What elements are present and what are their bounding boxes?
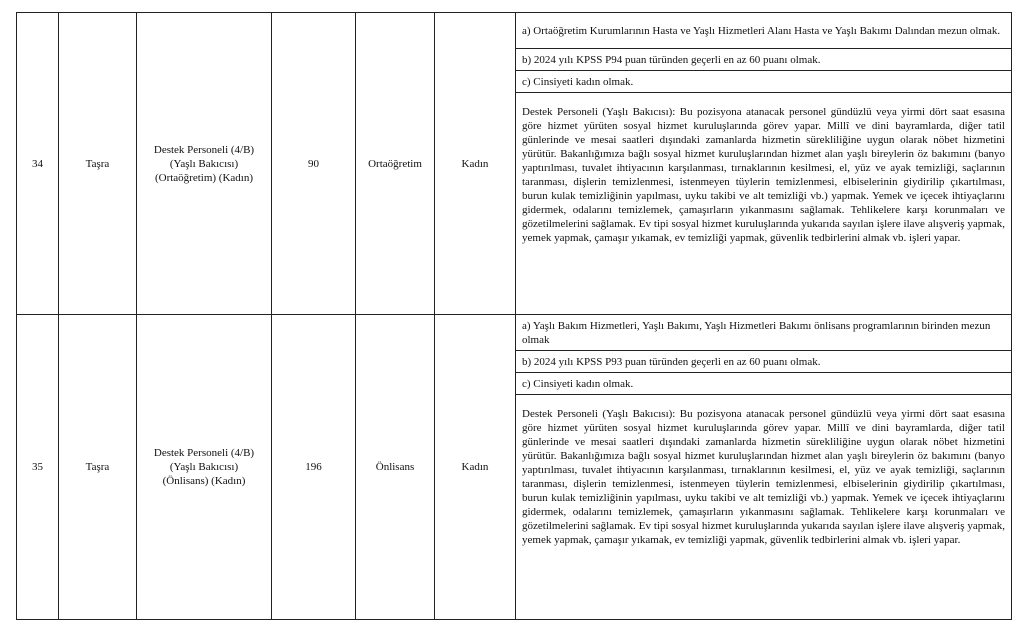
position-title-cell — [137, 13, 272, 315]
qualification-item: c) Cinsiyeti kadın olmak. — [516, 373, 1011, 395]
qualification-item: b) 2024 yılı KPSS P93 puan türünden geçerli en az 60 puanı olmak. — [516, 351, 1011, 373]
qualifications-cell — [516, 13, 1012, 315]
quota-cell: 90 — [272, 13, 356, 315]
position-table — [16, 12, 1012, 620]
quota-cell: 196 — [272, 315, 356, 620]
qualification-item: b) 2024 yılı KPSS P94 puan türünden geçerli en az 60 puanı olmak. — [516, 49, 1011, 71]
qualification-item: a) Ortaöğretim Kurumlarının Hasta ve Yaşlı Hizmetleri Alanı Hasta ve Yaşlı Bakımı Dalından mezun olmak. — [516, 13, 1011, 49]
position-title-line: (Önlisans) (Kadın) — [162, 475, 246, 487]
education-level-cell: Ortaöğretim — [356, 13, 435, 315]
location-cell: Taşra — [59, 315, 137, 620]
qualifications-cell — [516, 315, 1012, 620]
location-cell: Taşra — [59, 13, 137, 315]
gender-cell: Kadın — [435, 315, 516, 620]
job-description: Destek Personeli (Yaşlı Bakıcısı): Bu pozisyona atanacak personel gündüzlü veya yirmi dört saat esasına göre hizmet yürüten sosyal hizmet kuruluşlarında görev yapar. Millî ve dini bayramlarda, diğer tatil günlerinde ve mesai saatleri dışındaki zamanlarda hizmetin sürekliliğine uygun olarak nöbet hizmetini yürütür. Bakanlığımıza bağlı sosyal hizmet kuruluşlarından hizmet alan yaşlı bireylerin öz bakımını (banyo yaptırılması, tuvalet ihtiyacının karşılanması, tırnaklarının kesilmesi, el, yüz ve ayak temizliği, saçlarının taranması, dişlerin temizlenmesi, istenmeyen tüylerin temizlenmesi, elbiselerinin giydirilip çıkartılması, burun kulak temizliğinin yapılması, uyku takibi ve alt temizliği vb.) yapmak. Yemek ve içecek ihtiyaçlarını gidermek, odalarını temizlemek, çamaşırların yıkanmasını sağlamak. Tehlikelere karşı korunmaları ve gözetilmelerini sağlamak. Ev tipi sosyal hizmet kuruluşlarında yukarıda sayılan işlere ilave alışveriş yapmak, yemek yapmak, çamaşır yıkamak, ev temizliği yapmak, güvenlik tedbirlerini almak vb. işleri yapar. — [522, 106, 1005, 244]
table-row — [17, 315, 1012, 620]
table-row — [17, 13, 1012, 315]
qualification-item: c) Cinsiyeti kadın olmak. — [516, 71, 1011, 93]
job-description: Destek Personeli (Yaşlı Bakıcısı): Bu pozisyona atanacak personel gündüzlü veya yirmi dört saat esasına göre hizmet yürüten sosyal hizmet kuruluşlarında görev yapar. Millî ve dini bayramlarda, diğer tatil günlerinde ve mesai saatleri dışındaki zamanlarda hizmetin sürekliliğine uygun olarak nöbet hizmetini yürütür. Bakanlığımıza bağlı sosyal hizmet kuruluşlarından hizmet alan yaşlı bireylerin öz bakımını (banyo yaptırılması, tuvalet ihtiyacının karşılanması, tırnaklarının kesilmesi, el, yüz ve ayak temizliği, saçlarının taranması, dişlerin temizlenmesi, istenmeyen tüylerin temizlenmesi, elbiselerinin giydirilip çıkartılması, burun kulak temizliğinin yapılması, uyku takibi ve alt temizliği vb.) yapmak. Yemek ve içecek ihtiyaçlarını gidermek, odalarını temizlemek, çamaşırların yıkanmasını sağlamak. Tehlikelere karşı korunmaları ve gözetilmelerini sağlamak. Ev tipi sosyal hizmet kuruluşlarında yukarıda sayılan işlere ilave alışveriş yapmak, yemek yapmak, çamaşır yıkamak, ev temizliği yapmak, güvenlik tedbirlerini almak vb. işleri yapar. — [522, 408, 1005, 546]
position-title-line: (Yaşlı Bakıcısı) — [169, 461, 239, 473]
qualification-item: a) Yaşlı Bakım Hizmetleri, Yaşlı Bakımı, Yaşlı Hizmetleri Bakımı önlisans programlarının birinden mezun olmak — [516, 315, 1011, 351]
row-number-cell: 34 — [17, 13, 59, 315]
gender-cell: Kadın — [435, 13, 516, 315]
position-title-cell — [137, 315, 272, 620]
row-number-cell: 35 — [17, 315, 59, 620]
education-level-cell: Önlisans — [356, 315, 435, 620]
position-title-line: Destek Personeli (4/B) — [153, 447, 255, 459]
position-title-line: Destek Personeli (4/B) — [153, 143, 255, 156]
position-title-line: (Ortaöğretim) (Kadın) — [154, 171, 254, 184]
position-title-line: (Yaşlı Bakıcısı) — [169, 157, 239, 170]
